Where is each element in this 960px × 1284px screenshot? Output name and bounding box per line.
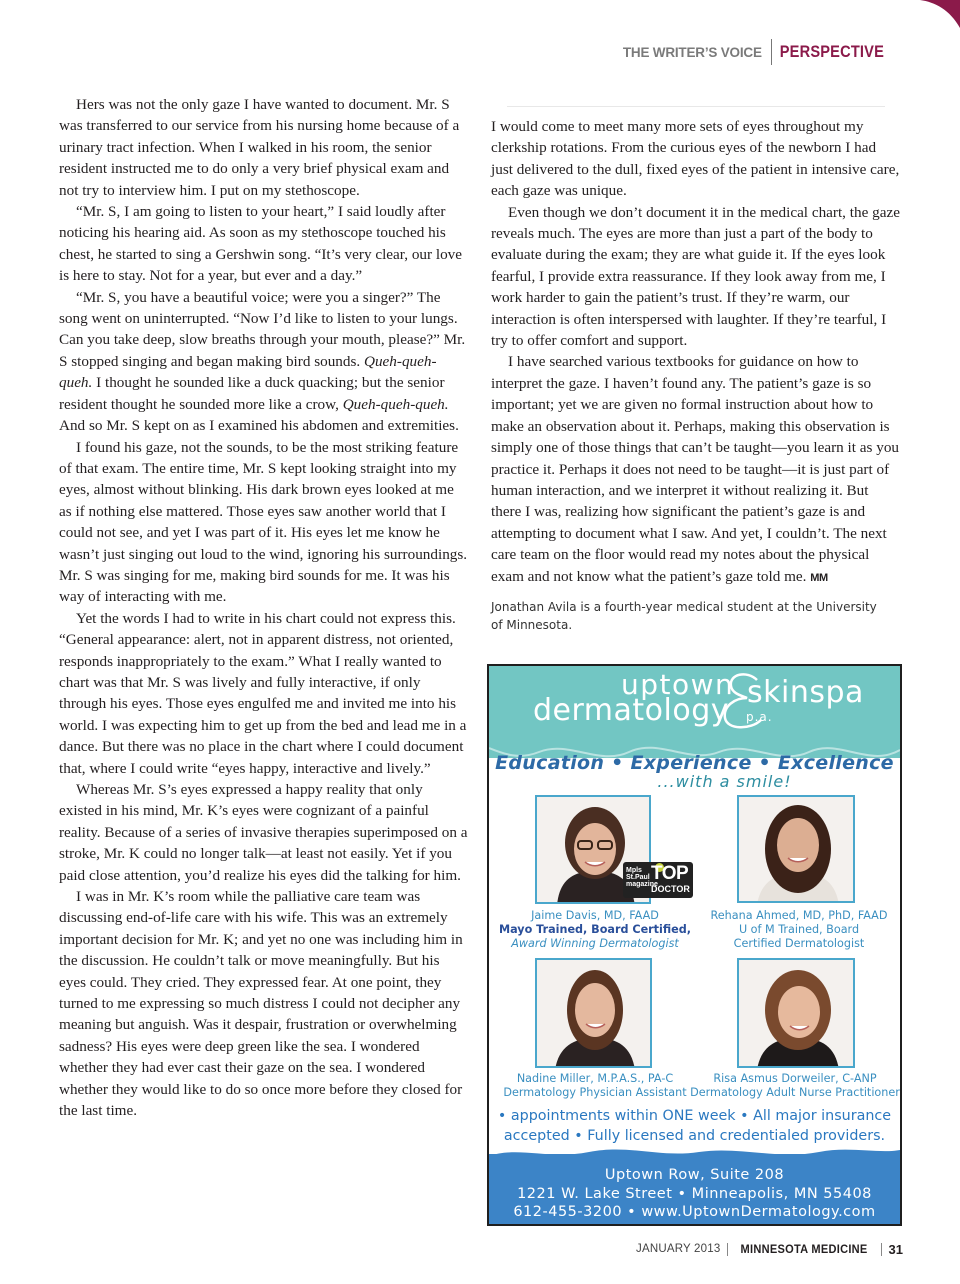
text-run: I have searched various textbooks for guidance on how to interpret the gaze. I haven’t found any. The patient’s gaze is so important; yet we are given no formal instruction about how to make an observation about it. Perhaps, making this observation is simply one of those things that can’t be taught—you learn it as you practice it. Perhaps it does not need to be taught—it is just part of human interaction, and we interpret it without realizing it. But there I was, realizing how significant the patient’s gaze is and attempting to document what I saw. And yet, I couldn’t. The next care team on the floor would read my notes about the physical exam and not know what the patient’s gaze told me. xyxy=(491,353,900,585)
provider-photo-risa-dorweiler xyxy=(737,958,855,1068)
badge-doctor-label: DOCTOR xyxy=(651,884,690,894)
provider-photo-nadine-miller xyxy=(535,958,652,1068)
ad-logo-skinspa: skinspa xyxy=(747,675,864,710)
footer-divider xyxy=(881,1243,882,1256)
corner-swoosh-decoration xyxy=(890,0,960,40)
provider-caption-risa-dorweiler xyxy=(689,1072,901,1100)
ad-address xyxy=(489,1166,900,1222)
article-paragraph: I was in Mr. K’s room while the palliative care team was discussing end-of-life care with his wife. This was an extremely important decision for Mr. K; and yet no one was including him in the discussion. He couldn’t talk or move meaningfully. But his eyes could. They cried. They expressed fear. At one point, they turned to me expressing so much distress I could not decipher any meaning but anguish. Was it despair, frustration or overwhelming sadness? His eyes were deep green like the sea. I wondered whether they had ever cast their gaze on the sea. I wondered whether they would like to do so once more before they closed for the last time. xyxy=(59,888,463,1120)
provider-photo-rehana-ahmed xyxy=(737,795,855,903)
ad-logo-pa: p.a. xyxy=(746,710,773,724)
end-mark: MM xyxy=(810,571,828,584)
italic-sound: Queh-queh-queh. xyxy=(342,395,449,413)
article-paragraph: “Mr. S, I am going to listen to your heart,” I said loudly after noticing his hearing aid. As soon as my stethoscope touched his chest, he started to sing a Gershwin song. “It’s very clear, our love is here to stay. Not for a year, but ever and a day.” xyxy=(59,203,463,285)
provider-title: Dermatology Adult Nurse Practitioner xyxy=(690,1086,900,1099)
ad-logo-dermatology: dermatology xyxy=(533,693,730,728)
badge-magazine-label: Mpls St.Paul magazine xyxy=(626,867,658,888)
ad-subtagline: ...with a smile! xyxy=(657,772,792,791)
text-run: I thought he sounded like a duck quacking; but the senior resident thought he sounded more like a crow, xyxy=(59,374,445,413)
header-kicker: THE WRITER’S VOICE xyxy=(622,44,762,60)
article-paragraph: I would come to meet many more sets of eyes throughout my clerkship rotations. From the curious eyes of the newborn I had just delivered to the dull, fixed eyes of the patient in intensive care, each gaze was unique. xyxy=(491,118,900,200)
ad-tagline: Education • Experience • Excellence xyxy=(495,752,894,774)
ad-address-line: 1221 W. Lake Street • Minneapolis, MN 55408 xyxy=(517,1185,872,1202)
footer-divider xyxy=(727,1243,728,1256)
article-right-column xyxy=(491,116,901,589)
provider-name: Nadine Miller, M.P.A.S., PA-C xyxy=(516,1072,674,1085)
ad-bullets-line: accepted • Fully licensed and credentialed providers. xyxy=(503,1128,886,1144)
provider-title: Award Winning Dermatologist xyxy=(511,937,679,950)
ad-bullets-line: • appointments within ONE week • All major insurance xyxy=(497,1108,892,1124)
provider-credential: Mayo Trained, Board Certified, xyxy=(498,923,692,936)
badge-top-label: TOP xyxy=(651,863,689,884)
article-paragraph: I found his gaze, not the sounds, to be the most striking feature of that exam. The entire time, Mr. S kept looking straight into my eyes, almost without blinking. His dark brown eyes looked at me as if nothing else mattered. Those eyes saw another world that I could not see, and yet I was part of it. His eyes let me know he wasn’t just singing out loud to the wind, ignoring his surroundings. Mr. S was singing for me, making bird sounds for me. It was his way of interacting with me. xyxy=(59,438,468,606)
ad-contact-line: 612-455-3200 • www.UptownDermatology.com xyxy=(513,1204,876,1220)
article-paragraph: Whereas Mr. S’s eyes expressed a happy reality that only existed in his mind, Mr. K’s eyes were cognizant of a painful reality. Because of a series of invasive therapies superimposed on a stroke, Mr. K could no longer talk—at least not easily. Yet if you paid close attention, you’d realize his eyes did the talking for him. xyxy=(59,781,468,884)
article-paragraph: Yet the words I had to write in his chart could not express this. “General appearance: alert, not in apparent distress, not oriented, responds inappropriately to the exam.” What I really wanted to chart was that Mr. S was lively and fully interactive, if only through his eyes. Those eyes engulfed me and invited me into his world. I was expecting him to get up from the bed and lead me in a dance. But there was no place in the chart where I could document that, where I could write “eyes happy, interactive and lively.” xyxy=(59,609,467,777)
issue-date: JANUARY 2013 xyxy=(636,1243,721,1255)
provider-caption-rehana-ahmed xyxy=(699,909,899,951)
provider-name: Rehana Ahmed, MD, PhD, FAAD xyxy=(710,909,888,922)
article-paragraph: Hers was not the only gaze I have wanted to document. Mr. S was transferred to our service from his nursing home because of a urinary tract infection. When I walked in his room, the senior resident instructed me to do only a very brief physical exam and not try to interview him. I put on my stethoscope. xyxy=(59,96,460,199)
article-paragraph: Even though we don’t document it in the medical chart, the gaze reveals much. The eyes are more than just a part of the body to evaluate during the exam; they are what guide it. If the eyes look fearful, I provide extra reassurance. If they look away from me, I work harder to gain the patient’s trust. If they’re warm, our interaction is often interspersed with laughter. If they’re tearful, I try to offer comfort and support. xyxy=(491,203,900,350)
article-paragraph xyxy=(491,351,901,588)
ad-address-line: Uptown Row, Suite 208 xyxy=(604,1167,785,1183)
author-bio: Jonathan Avila is a fourth-year medical student at the University of Minnesota. xyxy=(491,600,877,632)
provider-credential: U of M Trained, Board xyxy=(738,923,860,936)
dermatology-advertisement xyxy=(487,664,902,1226)
ad-feature-bullets xyxy=(489,1106,900,1146)
provider-title: Certified Dermatologist xyxy=(733,937,865,950)
italic-sound: Queh-queh-queh. xyxy=(59,352,437,392)
text-run: And so Mr. S kept on as I examined his abdomen and extremities. xyxy=(59,417,459,435)
provider-caption-jaime-davis xyxy=(495,909,695,951)
ad-logo-uptown: uptown xyxy=(621,668,735,701)
provider-caption-nadine-miller xyxy=(495,1072,695,1100)
header-section-title: PERSPECTIVE xyxy=(779,42,884,61)
provider-name: Jaime Davis, MD, FAAD xyxy=(531,909,659,922)
column-top-rule xyxy=(507,106,885,107)
page-number: 31 xyxy=(888,1241,903,1257)
provider-name: Risa Asmus Dorweiler, C-ANP xyxy=(713,1072,877,1085)
article-paragraph xyxy=(59,287,469,437)
article-left-column xyxy=(59,94,469,1122)
top-doctor-badge xyxy=(623,862,693,898)
page-footer xyxy=(636,1241,903,1257)
provider-title: Dermatology Physician Assistant xyxy=(503,1086,687,1099)
page-header xyxy=(623,38,902,66)
text-run: “Mr. S, you have a beautiful voice; were you a singer?” The song went on uninterrupted. “Now I’d like to listen to your lungs. Can you take deep, slow breaths through your mouth, please?” Mr. S stopped singing and began making bird sounds. xyxy=(59,288,466,370)
magazine-title: MINNESOTA MEDICINE xyxy=(740,1242,869,1256)
